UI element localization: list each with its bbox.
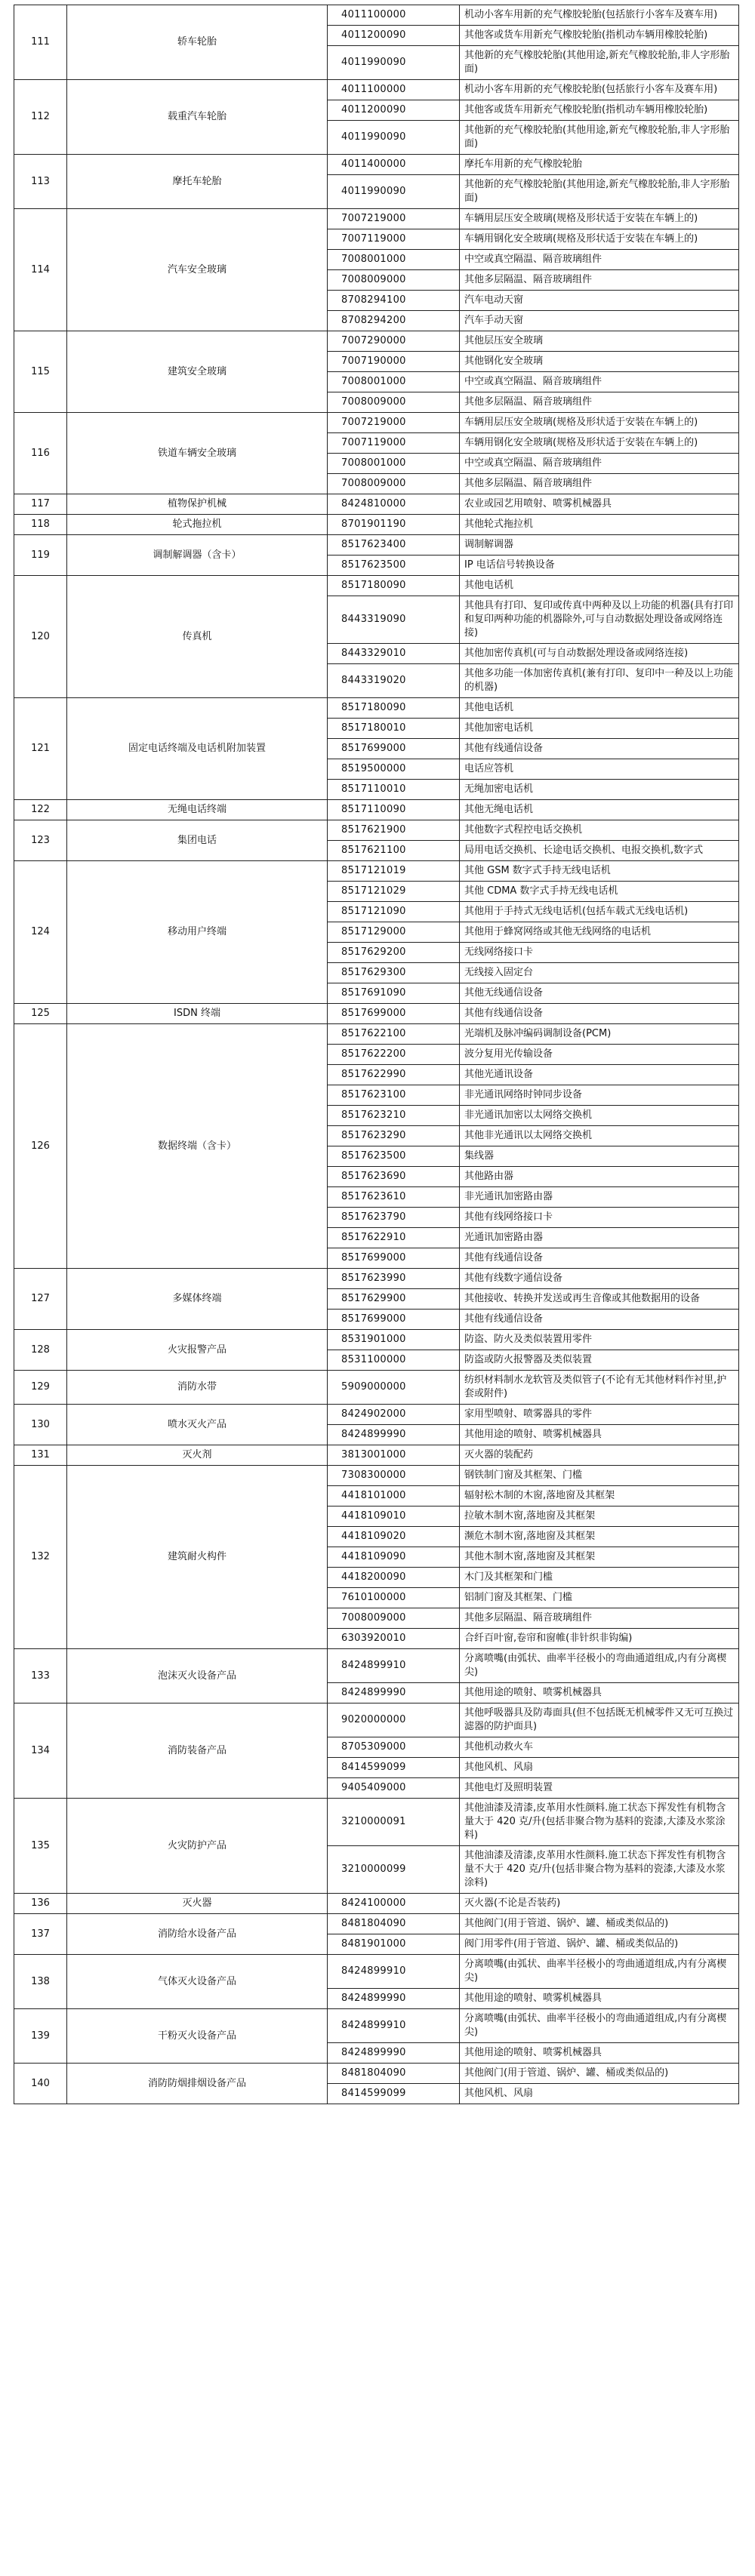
hs-code: 4011400000 (328, 155, 460, 175)
hs-code: 8701901190 (328, 515, 460, 535)
row-number: 133 (14, 1649, 67, 1703)
hs-description: 其他多层隔温、隔音玻璃组件 (460, 392, 739, 413)
row-number: 132 (14, 1466, 67, 1649)
hs-code: 8517699000 (328, 739, 460, 759)
hs-code: 8517699000 (328, 1248, 460, 1269)
table-row (14, 820, 739, 841)
hs-code: 9020000000 (328, 1703, 460, 1737)
hs-description: 中空或真空隔温、隔音玻璃组件 (460, 454, 739, 474)
table-row (14, 331, 739, 352)
table-row (14, 1024, 739, 1045)
table-row (14, 1914, 739, 1934)
row-number: 123 (14, 820, 67, 861)
product-name: 多媒体终端 (67, 1269, 328, 1330)
hs-code: 7008001000 (328, 250, 460, 270)
hs-description: 其他加密电话机 (460, 719, 739, 739)
hs-code: 7007119000 (328, 433, 460, 454)
hs-code: 7008009000 (328, 474, 460, 494)
table-row (14, 1466, 739, 1486)
hs-code: 8517623500 (328, 1146, 460, 1167)
hs-code: 8424899990 (328, 1683, 460, 1703)
hs-description: 其他风机、风扇 (460, 2084, 739, 2104)
hs-code: 8517629300 (328, 963, 460, 983)
table-row (14, 1371, 739, 1405)
product-hs-table (14, 5, 739, 2104)
hs-description: 无绳加密电话机 (460, 780, 739, 800)
table-row (14, 413, 739, 433)
hs-description: 无线网络接口卡 (460, 943, 739, 963)
hs-code: 8517180010 (328, 719, 460, 739)
hs-code: 4011100000 (328, 5, 460, 26)
product-name: 灭火剂 (67, 1445, 328, 1466)
row-number: 139 (14, 2009, 67, 2064)
hs-description: 其他客或货车用新充气橡胶轮胎(指机动车辆用橡胶轮胎) (460, 26, 739, 46)
hs-code: 8517180090 (328, 576, 460, 596)
row-number: 138 (14, 1955, 67, 2009)
hs-description: 灭火器的装配药 (460, 1445, 739, 1466)
hs-description: 其他有线网络接口卡 (460, 1208, 739, 1228)
hs-code: 8517121029 (328, 882, 460, 902)
product-name: 植物保护机械 (67, 494, 328, 515)
product-name: 消防装备产品 (67, 1703, 328, 1799)
hs-code: 9405409000 (328, 1778, 460, 1799)
hs-description: 辐射松木制的木窗,落地窗及其框架 (460, 1486, 739, 1507)
product-name: 集团电话 (67, 820, 328, 861)
hs-code: 8517110090 (328, 800, 460, 820)
row-number: 134 (14, 1703, 67, 1799)
table-row (14, 494, 739, 515)
hs-description: 其他呼吸器具及防毒面具(但不包括既无机械零件又无可互换过滤器的防护面具) (460, 1703, 739, 1737)
row-number: 126 (14, 1024, 67, 1269)
hs-description: 其他新的充气橡胶轮胎(其他用途,新充气橡胶轮胎,非人字形胎面) (460, 121, 739, 155)
hs-code: 8517622200 (328, 1045, 460, 1065)
table-row (14, 1405, 739, 1425)
hs-code: 8424899990 (328, 2043, 460, 2064)
table-row (14, 1004, 739, 1024)
hs-description: 其他光通讯设备 (460, 1065, 739, 1085)
hs-description: 调制解调器 (460, 535, 739, 556)
hs-description: 光通讯加密路由器 (460, 1228, 739, 1248)
product-name: 消防防烟排烟设备产品 (67, 2064, 328, 2104)
table-row (14, 1445, 739, 1466)
product-name: 泡沫灭火设备产品 (67, 1649, 328, 1703)
product-name: 建筑耐火构件 (67, 1466, 328, 1649)
hs-description: 合纤百叶窗,卷帘和窗帷(非针织非钩编) (460, 1629, 739, 1649)
hs-description: 其他数字式程控电话交换机 (460, 820, 739, 841)
hs-code: 7007219000 (328, 209, 460, 229)
table-row (14, 576, 739, 596)
hs-code: 8517623210 (328, 1106, 460, 1126)
row-number: 140 (14, 2064, 67, 2104)
product-name: 火灾防护产品 (67, 1799, 328, 1894)
hs-description: 其他无绳电话机 (460, 800, 739, 820)
hs-description: 其他用于手持式无线电话机(包括车载式无线电话机) (460, 902, 739, 922)
hs-description: 钢铁制门窗及其框架、门槛 (460, 1466, 739, 1486)
hs-code: 8414599099 (328, 1758, 460, 1778)
table-body (14, 5, 739, 2104)
hs-description: 其他用途的喷射、喷雾机械器具 (460, 1683, 739, 1703)
hs-description: IP 电话信号转换设备 (460, 556, 739, 576)
hs-code: 8517629200 (328, 943, 460, 963)
hs-code: 8708294100 (328, 291, 460, 311)
hs-description: 其他钢化安全玻璃 (460, 352, 739, 372)
hs-description: 其他无线通信设备 (460, 983, 739, 1004)
table-row (14, 1703, 739, 1737)
hs-code: 8517180090 (328, 698, 460, 719)
hs-description: 其他油漆及清漆,皮革用水性颜料.施工状态下挥发性有机物含量大于 420 克/升(包括非聚合物为基料的瓷漆,大漆及水浆涂料) (460, 1799, 739, 1846)
hs-description: 非光通讯加密以太网络交换机 (460, 1106, 739, 1126)
product-name: 火灾报警产品 (67, 1330, 328, 1371)
row-number: 137 (14, 1914, 67, 1955)
row-number: 127 (14, 1269, 67, 1330)
hs-description: 其他路由器 (460, 1167, 739, 1187)
hs-code: 8517699000 (328, 1004, 460, 1024)
hs-code: 8424902000 (328, 1405, 460, 1425)
hs-code: 8443329010 (328, 644, 460, 664)
hs-description: 非光通讯加密路由器 (460, 1187, 739, 1208)
hs-description: 濒危木制木窗,落地窗及其框架 (460, 1527, 739, 1547)
row-number: 125 (14, 1004, 67, 1024)
hs-description: 其他有线通信设备 (460, 1004, 739, 1024)
table-row (14, 1269, 739, 1289)
hs-code: 8517121090 (328, 902, 460, 922)
hs-code: 8517621100 (328, 841, 460, 861)
hs-description: 其他有线通信设备 (460, 1248, 739, 1269)
row-number: 129 (14, 1371, 67, 1405)
hs-code: 8424899910 (328, 1649, 460, 1683)
hs-code: 8424100000 (328, 1894, 460, 1914)
hs-description: 铝制门窗及其框架、门槛 (460, 1588, 739, 1608)
product-name: 调制解调器（含卡） (67, 535, 328, 576)
hs-description: 中空或真空隔温、隔音玻璃组件 (460, 250, 739, 270)
product-name: 灭火器 (67, 1894, 328, 1914)
hs-code: 8517691090 (328, 983, 460, 1004)
hs-description: 其他多功能一体加密传真机(兼有打印、复印中一种及以上功能的机器) (460, 664, 739, 698)
hs-code: 7610100000 (328, 1588, 460, 1608)
hs-description: 其他具有打印、复印或传真中两种及以上功能的机器(具有打印和复印两种功能的机器除外,可与自动数据处理设备或网络连接) (460, 596, 739, 644)
hs-description: 车辆用层压安全玻璃(规格及形状适于安装在车辆上的) (460, 413, 739, 433)
table-row (14, 1894, 739, 1914)
hs-code: 3210000091 (328, 1799, 460, 1846)
row-number: 112 (14, 80, 67, 155)
product-hs-table-container (14, 5, 738, 2104)
table-row (14, 1955, 739, 1989)
product-name: 固定电话终端及电话机附加装置 (67, 698, 328, 800)
hs-code: 8424899910 (328, 1955, 460, 1989)
hs-code: 8414599099 (328, 2084, 460, 2104)
hs-description: 其他多层隔温、隔音玻璃组件 (460, 474, 739, 494)
hs-description: 电话应答机 (460, 759, 739, 780)
hs-code: 7008009000 (328, 270, 460, 291)
hs-code: 4418109020 (328, 1527, 460, 1547)
hs-code: 8443319090 (328, 596, 460, 644)
product-name: 传真机 (67, 576, 328, 698)
hs-code: 8519500000 (328, 759, 460, 780)
row-number: 120 (14, 576, 67, 698)
hs-description: 其他有线数字通信设备 (460, 1269, 739, 1289)
product-name: ISDN 终端 (67, 1004, 328, 1024)
hs-description: 其他多层隔温、隔音玻璃组件 (460, 270, 739, 291)
product-name: 轿车轮胎 (67, 5, 328, 80)
hs-code: 8517110010 (328, 780, 460, 800)
hs-code: 6303920010 (328, 1629, 460, 1649)
hs-code: 8517621900 (328, 820, 460, 841)
product-name: 汽车安全玻璃 (67, 209, 328, 331)
hs-code: 4418200090 (328, 1568, 460, 1588)
hs-description: 其他木制木窗,落地窗及其框架 (460, 1547, 739, 1568)
hs-code: 7008009000 (328, 1608, 460, 1629)
hs-description: 非光通讯网络时钟同步设备 (460, 1085, 739, 1106)
hs-description: 汽车电动天窗 (460, 291, 739, 311)
hs-description: 其他新的充气橡胶轮胎(其他用途,新充气橡胶轮胎,非人字形胎面) (460, 46, 739, 80)
hs-code: 8517623990 (328, 1269, 460, 1289)
hs-code: 3813001000 (328, 1445, 460, 1466)
product-name: 铁道车辆安全玻璃 (67, 413, 328, 494)
hs-description: 阀门用零件(用于管道、锅炉、罐、桶或类似品的) (460, 1934, 739, 1955)
row-number: 116 (14, 413, 67, 494)
hs-description: 其他非光通讯以太网络交换机 (460, 1126, 739, 1146)
hs-description: 其他层压安全玻璃 (460, 331, 739, 352)
hs-description: 拉敏木制木窗,落地窗及其框架 (460, 1507, 739, 1527)
hs-code: 8517629900 (328, 1289, 460, 1310)
row-number: 114 (14, 209, 67, 331)
hs-code: 4418109010 (328, 1507, 460, 1527)
hs-description: 机动小客车用新的充气橡胶轮胎(包括旅行小客车及赛车用) (460, 5, 739, 26)
product-name: 消防水带 (67, 1371, 328, 1405)
hs-description: 其他油漆及清漆,皮革用水性颜料.施工状态下挥发性有机物含量不大于 420 克/升(包括非聚合物为基料的瓷漆,大漆及水浆涂料) (460, 1846, 739, 1894)
hs-description: 其他机动救火车 (460, 1737, 739, 1758)
product-name: 消防给水设备产品 (67, 1914, 328, 1955)
hs-description: 其他有线通信设备 (460, 1310, 739, 1330)
hs-description: 其他接收、转换并发送或再生音像或其他数据用的设备 (460, 1289, 739, 1310)
hs-description: 光端机及脉冲编码调制设备(PCM) (460, 1024, 739, 1045)
hs-code: 8517129000 (328, 922, 460, 943)
hs-code: 8517622990 (328, 1065, 460, 1085)
hs-code: 5909000000 (328, 1371, 460, 1405)
product-name: 喷水灭火产品 (67, 1405, 328, 1445)
hs-code: 8708294200 (328, 311, 460, 331)
row-number: 130 (14, 1405, 67, 1445)
hs-description: 其他 CDMA 数字式手持无线电话机 (460, 882, 739, 902)
hs-code: 4011100000 (328, 80, 460, 100)
hs-description: 其他新的充气橡胶轮胎(其他用途,新充气橡胶轮胎,非人字形胎面) (460, 175, 739, 209)
hs-description: 其他客或货车用新充气橡胶轮胎(指机动车辆用橡胶轮胎) (460, 100, 739, 121)
hs-code: 8517623610 (328, 1187, 460, 1208)
hs-description: 局用电话交换机、长途电话交换机、电报交换机,数字式 (460, 841, 739, 861)
hs-description: 分离喷嘴(由弧状、曲率半径极小的弯曲通道组成,内有分离楔尖) (460, 2009, 739, 2043)
product-name: 建筑安全玻璃 (67, 331, 328, 413)
table-row (14, 1330, 739, 1350)
hs-code: 8517623400 (328, 535, 460, 556)
hs-description: 其他电话机 (460, 698, 739, 719)
hs-description: 其他阀门(用于管道、锅炉、罐、桶或类似品的) (460, 2064, 739, 2084)
hs-code: 8517699000 (328, 1310, 460, 1330)
hs-description: 木门及其框架和门槛 (460, 1568, 739, 1588)
hs-code: 4011200090 (328, 100, 460, 121)
hs-code: 4011990090 (328, 121, 460, 155)
hs-code: 8517623290 (328, 1126, 460, 1146)
hs-code: 4011200090 (328, 26, 460, 46)
hs-description: 其他阀门(用于管道、锅炉、罐、桶或类似品的) (460, 1914, 739, 1934)
row-number: 117 (14, 494, 67, 515)
hs-code: 8517623500 (328, 556, 460, 576)
row-number: 115 (14, 331, 67, 413)
table-row (14, 2064, 739, 2084)
hs-description: 集线器 (460, 1146, 739, 1167)
hs-code: 8424899990 (328, 1425, 460, 1445)
hs-description: 分离喷嘴(由弧状、曲率半径极小的弯曲通道组成,内有分离楔尖) (460, 1955, 739, 1989)
hs-description: 灭火器(不论是否装药) (460, 1894, 739, 1914)
hs-description: 中空或真空隔温、隔音玻璃组件 (460, 372, 739, 392)
hs-description: 车辆用层压安全玻璃(规格及形状适于安装在车辆上的) (460, 209, 739, 229)
hs-code: 8531100000 (328, 1350, 460, 1371)
hs-code: 7007190000 (328, 352, 460, 372)
hs-code: 8517623690 (328, 1167, 460, 1187)
hs-code: 8517622910 (328, 1228, 460, 1248)
hs-description: 车辆用钢化安全玻璃(规格及形状适于安装在车辆上的) (460, 433, 739, 454)
hs-code: 8424810000 (328, 494, 460, 515)
hs-code: 8517622100 (328, 1024, 460, 1045)
hs-code: 7008001000 (328, 454, 460, 474)
row-number: 131 (14, 1445, 67, 1466)
table-row (14, 861, 739, 882)
row-number: 119 (14, 535, 67, 576)
product-name: 气体灭火设备产品 (67, 1955, 328, 2009)
table-row (14, 155, 739, 175)
hs-description: 防盗、防火及类似装置用零件 (460, 1330, 739, 1350)
hs-code: 4418101000 (328, 1486, 460, 1507)
hs-description: 其他轮式拖拉机 (460, 515, 739, 535)
row-number: 128 (14, 1330, 67, 1371)
hs-code: 7008001000 (328, 372, 460, 392)
table-row (14, 80, 739, 100)
table-row (14, 5, 739, 26)
hs-description: 其他用于蜂窝网络或其他无线网络的电话机 (460, 922, 739, 943)
product-name: 载重汽车轮胎 (67, 80, 328, 155)
hs-code: 8481804090 (328, 1914, 460, 1934)
table-row (14, 698, 739, 719)
hs-description: 波分复用光传输设备 (460, 1045, 739, 1065)
product-name: 干粉灭火设备产品 (67, 2009, 328, 2064)
hs-code: 8531901000 (328, 1330, 460, 1350)
product-name: 轮式拖拉机 (67, 515, 328, 535)
row-number: 136 (14, 1894, 67, 1914)
hs-description: 农业或园艺用喷射、喷雾机械器具 (460, 494, 739, 515)
hs-code: 8517623790 (328, 1208, 460, 1228)
hs-description: 汽车手动天窗 (460, 311, 739, 331)
hs-description: 其他加密传真机(可与自动数据处理设备或网络连接) (460, 644, 739, 664)
hs-code: 8424899990 (328, 1989, 460, 2009)
hs-code: 7008009000 (328, 392, 460, 413)
product-name: 数据终端（含卡） (67, 1024, 328, 1269)
hs-description: 其他风机、风扇 (460, 1758, 739, 1778)
hs-code: 8424899910 (328, 2009, 460, 2043)
product-name: 移动用户终端 (67, 861, 328, 1004)
hs-code: 7007219000 (328, 413, 460, 433)
hs-code: 8443319020 (328, 664, 460, 698)
hs-code: 8481901000 (328, 1934, 460, 1955)
table-row (14, 1649, 739, 1683)
product-name: 摩托车轮胎 (67, 155, 328, 209)
hs-description: 摩托车用新的充气橡胶轮胎 (460, 155, 739, 175)
row-number: 124 (14, 861, 67, 1004)
row-number: 135 (14, 1799, 67, 1894)
table-row (14, 1799, 739, 1846)
hs-description: 其他电话机 (460, 576, 739, 596)
hs-description: 车辆用钢化安全玻璃(规格及形状适于安装在车辆上的) (460, 229, 739, 250)
hs-description: 分离喷嘴(由弧状、曲率半径极小的弯曲通道组成,内有分离楔尖) (460, 1649, 739, 1683)
hs-description: 家用型喷射、喷雾器具的零件 (460, 1405, 739, 1425)
hs-description: 其他 GSM 数字式手持无线电话机 (460, 861, 739, 882)
hs-description: 其他用途的喷射、喷雾机械器具 (460, 2043, 739, 2064)
hs-description: 机动小客车用新的充气橡胶轮胎(包括旅行小客车及赛车用) (460, 80, 739, 100)
product-name: 无绳电话终端 (67, 800, 328, 820)
hs-code: 3210000099 (328, 1846, 460, 1894)
hs-description: 无线接入固定台 (460, 963, 739, 983)
hs-code: 4418109090 (328, 1547, 460, 1568)
table-row (14, 2009, 739, 2043)
row-number: 113 (14, 155, 67, 209)
hs-code: 7308300000 (328, 1466, 460, 1486)
hs-code: 7007119000 (328, 229, 460, 250)
hs-description: 其他电灯及照明装置 (460, 1778, 739, 1799)
hs-code: 8517623100 (328, 1085, 460, 1106)
row-number: 122 (14, 800, 67, 820)
hs-description: 防盗或防火报警器及类似装置 (460, 1350, 739, 1371)
hs-description: 其他用途的喷射、喷雾机械器具 (460, 1425, 739, 1445)
row-number: 111 (14, 5, 67, 80)
hs-code: 7007290000 (328, 331, 460, 352)
hs-code: 4011990090 (328, 46, 460, 80)
table-row (14, 515, 739, 535)
hs-description: 其他用途的喷射、喷雾机械器具 (460, 1989, 739, 2009)
hs-code: 4011990090 (328, 175, 460, 209)
table-row (14, 209, 739, 229)
row-number: 121 (14, 698, 67, 800)
row-number: 118 (14, 515, 67, 535)
hs-description: 纺织材料制水龙软管及类似管子(不论有无其他材料作衬里,护套或附件) (460, 1371, 739, 1405)
hs-description: 其他多层隔温、隔音玻璃组件 (460, 1608, 739, 1629)
hs-code: 8517121019 (328, 861, 460, 882)
hs-code: 8481804090 (328, 2064, 460, 2084)
table-row (14, 535, 739, 556)
hs-description: 其他有线通信设备 (460, 739, 739, 759)
hs-code: 8705309000 (328, 1737, 460, 1758)
table-row (14, 800, 739, 820)
